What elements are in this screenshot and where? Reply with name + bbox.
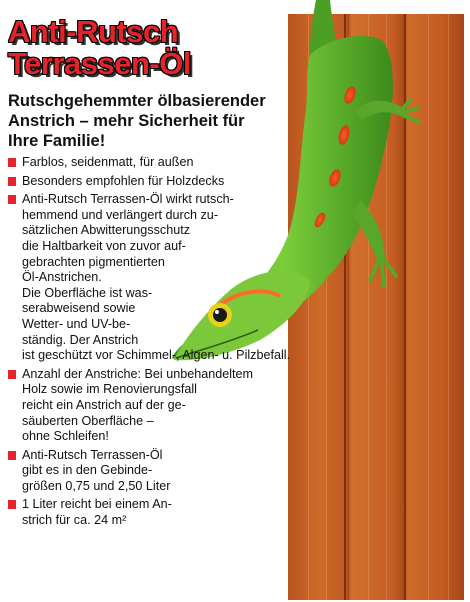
feature-text: gebrachten pigmentierten: [22, 254, 165, 269]
title-line-1: Anti-Rutsch: [8, 14, 179, 49]
feature-text: ohne Schleifen!: [22, 429, 109, 444]
feature-text: 1 Liter reicht bei einem An-: [22, 497, 172, 512]
product-title: [8, 16, 298, 80]
feature-text: ständig. Der Anstrich: [22, 332, 139, 347]
feature-item: [8, 448, 468, 495]
subtitle-line-1: Rutschgehemmter ölbasierender: [8, 92, 266, 110]
feature-item: [8, 155, 468, 171]
feature-text: säuberten Oberfläche –: [22, 413, 154, 428]
feature-text: strich für ca. 24 m²: [22, 513, 127, 528]
feature-text: Öl-Anstrichen.: [22, 270, 102, 285]
feature-text: Holz sowie im Renovierungsfall: [22, 382, 197, 397]
subtitle-line-3: Ihre Familie!: [8, 132, 106, 150]
subtitle-line-2: Anstrich – mehr Sicherheit für: [8, 112, 245, 130]
feature-text: Anti-Rutsch Terrassen-Öl: [22, 447, 163, 462]
feature-text: Anzahl der Anstriche: Bei unbehandeltem: [22, 366, 254, 381]
feature-text: Besonders empfohlen für Holzdecks: [22, 173, 225, 188]
feature-text: ist geschützt vor Schimmel-, Algen- u. Pilzbefall.: [22, 348, 291, 363]
feature-text: hemmend und verlängert durch zu-: [22, 207, 219, 222]
feature-text: Wetter- und UV-be-: [22, 316, 131, 331]
feature-item: [8, 174, 468, 190]
product-subtitle: [8, 91, 298, 151]
feature-text: Anti-Rutsch Terrassen-Öl wirkt rutsch-: [22, 192, 234, 207]
feature-text: Die Oberfläche ist was-: [22, 285, 153, 300]
feature-item: [8, 497, 468, 528]
feature-text: sätzlichen Abwitterungsschutz: [22, 223, 191, 238]
feature-text: serabweisend sowie: [22, 301, 136, 316]
feature-item: [8, 367, 468, 445]
feature-text: Farblos, seidenmatt, für außen: [22, 155, 194, 169]
feature-item: [8, 192, 468, 364]
feature-text: die Haltbarkeit von zuvor auf-: [22, 238, 186, 253]
feature-text: größen 0,75 und 2,50 Liter: [22, 478, 171, 493]
feature-text: reicht ein Anstrich auf der ge-: [22, 397, 186, 412]
title-line-2: Terrassen-Öl: [8, 46, 191, 81]
feature-list: [8, 155, 468, 529]
feature-text: gibt es in den Gebinde-: [22, 463, 153, 478]
